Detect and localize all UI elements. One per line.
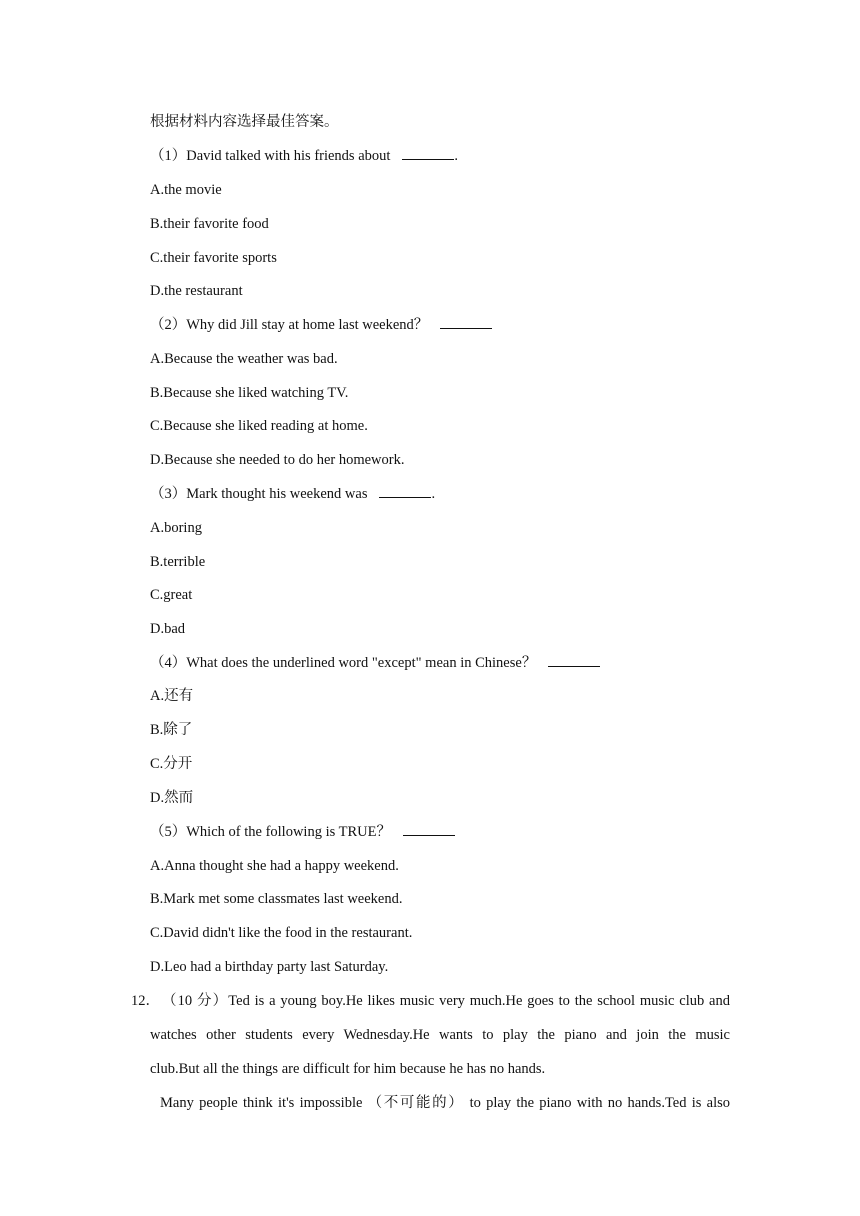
option-2b: B.Because she liked watching TV. [150,385,349,401]
option-1d: D.the restaurant [150,283,243,299]
option-3a: A.boring [150,520,202,536]
passage-line-3: club.But all the things are difficult for him because he has no hands. [150,1061,546,1077]
question-5 [150,822,455,842]
option-3b: B.terrible [150,554,206,570]
option-2a: A.Because the weather was bad. [150,351,338,367]
instruction-text: 根据材料内容选择最佳答案。 [150,114,339,130]
question-2 [150,315,492,335]
answer-blank [403,822,455,836]
question-2-prompt: （2）Why did Jill stay at home last weekend？ [150,317,429,333]
option-2d: D.Because she needed to do her homework. [150,452,405,468]
question-12-number: 12． [131,993,160,1009]
question-1-end: . [454,148,459,164]
passage-line-2: watches other students every Wednesday.He wants to play the piano and join the music [150,1027,730,1043]
option-4b: B.除了 [150,722,193,738]
option-4c: C.分开 [150,756,193,772]
question-1 [150,146,458,166]
answer-blank [379,484,431,498]
option-5a: A.Anna thought she had a happy weekend. [150,858,399,874]
passage-line-4: Many people think it's impossible （不可能的） to play the piano with no hands.Ted is also [160,1095,730,1111]
question-5-prompt: （5）Which of the following is TRUE？ [150,824,391,840]
option-5c: C.David didn't like the food in the restaurant. [150,925,413,941]
answer-blank [440,315,492,329]
option-5d: D.Leo had a birthday party last Saturday. [150,959,389,975]
question-3-prompt: （3）Mark thought his weekend was [150,486,368,502]
option-1c: C.their favorite sports [150,250,277,266]
option-3c: C.great [150,587,193,603]
answer-blank [548,653,600,667]
option-4a: A.还有 [150,688,194,704]
option-2c: C.Because she liked reading at home. [150,418,368,434]
question-3-end: . [431,486,436,502]
question-4-prompt: （4）What does the underlined word "except" mean in Chinese？ [150,655,537,671]
option-5b: B.Mark met some classmates last weekend. [150,891,403,907]
option-3d: D.bad [150,621,186,637]
answer-blank [402,146,454,160]
question-4 [150,653,600,673]
option-1b: B.their favorite food [150,216,269,232]
option-1a: A.the movie [150,182,222,198]
option-4d: D.然而 [150,790,194,806]
question-1-prompt: （1）David talked with his friends about [150,148,391,164]
question-3 [150,484,435,504]
passage-line-1: （10 分）Ted is a young boy.He likes music very much.He goes to the school music club and [162,993,730,1009]
